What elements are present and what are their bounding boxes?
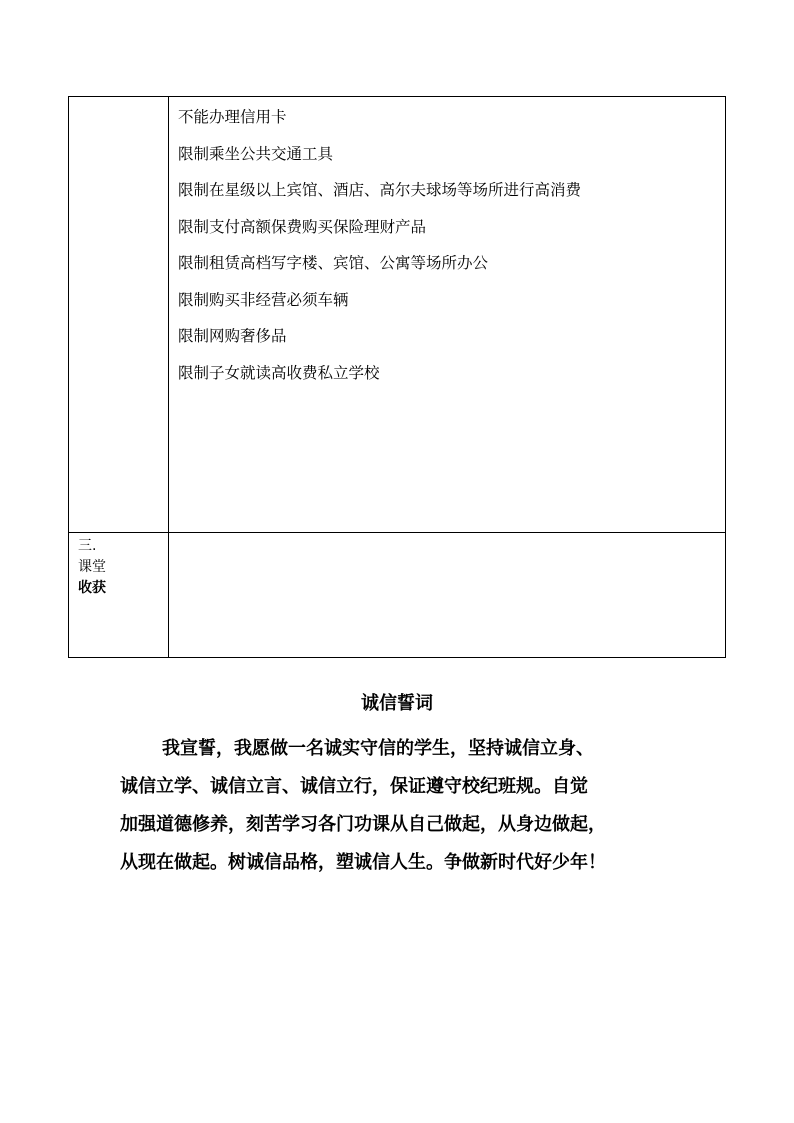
- content-table: [68, 96, 726, 658]
- section-content-cell: [169, 533, 726, 658]
- pledge-line: 诚信立学、诚信立言、诚信立行，保证遵守校纪班规。自觉: [120, 776, 588, 797]
- section-number: 三.: [78, 538, 97, 554]
- pledge-line: 从现在做起。树诚信品格，塑诚信人生。争做新时代好少年！: [120, 852, 606, 873]
- list-item: 限制乘坐公共交通工具: [178, 144, 334, 163]
- list-item: 限制子女就读高收费私立学校: [178, 363, 380, 382]
- list-item: 限制网购奢侈品: [178, 327, 287, 345]
- restrictions-list: [169, 97, 725, 391]
- pledge-title: 诚信誓词: [361, 693, 433, 714]
- section-label-line1: 课堂: [78, 559, 106, 575]
- list-item: 限制在星级以上宾馆、酒店、高尔夫球场等场所进行高消费: [178, 181, 582, 199]
- pledge-body: [120, 730, 680, 882]
- list-item: 限制租赁高档写字楼、宾馆、公寓等场所办公: [178, 254, 489, 272]
- section-label-line2: 收获: [78, 580, 106, 596]
- list-item: 限制支付高额保费购买保险理财产品: [178, 217, 427, 236]
- table-row: [69, 97, 726, 533]
- pledge-line: 加强道德修养，刻苦学习各门功课从自己做起，从身边做起，: [120, 814, 606, 835]
- table-cell-empty: [69, 97, 169, 533]
- table-row: [69, 533, 726, 658]
- table-cell-restrictions: [169, 97, 726, 533]
- section-label-cell: [69, 533, 169, 658]
- list-item: 不能办理信用卡: [178, 108, 287, 126]
- pledge-line: 我宣誓，我愿做一名诚实守信的学生，坚持诚信立身、: [162, 738, 594, 759]
- list-item: 限制购买非经营必须车辆: [178, 290, 349, 309]
